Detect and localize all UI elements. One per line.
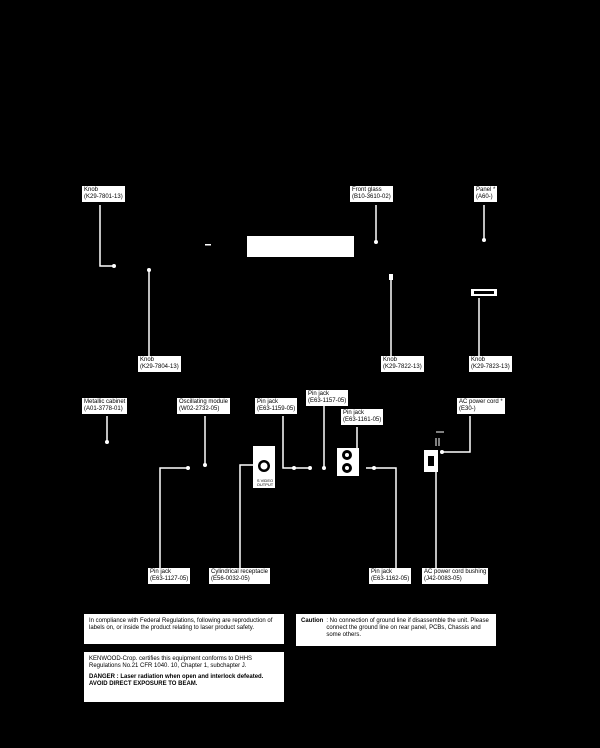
label-name: Pin jack <box>257 399 279 405</box>
label-name: AC power cord bushing <box>424 569 487 575</box>
label-cylindrical-receptacle <box>209 568 270 584</box>
avoid-exposure-warning: AVOID DIRECT EXPOSURE TO BEAM. <box>89 681 198 687</box>
label-part: (K29-7823-13) <box>471 364 510 370</box>
label-name: Knob <box>84 187 99 193</box>
caution-text: : No connection of ground line if disassemble the unit. Please connect the ground line on rear panel, PCBs, Chassis and some others. <box>326 618 489 638</box>
label-part: (E63-1161-05) <box>343 417 382 423</box>
s-video-output-label: S VIDEO OUTPUT <box>256 478 274 487</box>
label-pin-jack-1159 <box>255 398 297 414</box>
label-oscillating-module <box>177 398 230 414</box>
label-part: (K29-7801-13) <box>84 194 123 200</box>
danger-warning: DANGER : Laser radiation when open and interlock defeated. <box>89 674 264 680</box>
label-part: (A01-3778-01) <box>84 406 123 412</box>
label-knob-mid-center <box>381 356 424 372</box>
label-part: (E63-1162-05) <box>371 576 410 582</box>
label-ac-power-cord <box>457 398 505 414</box>
label-name: Pin jack <box>308 391 330 397</box>
label-name: AC power cord * <box>459 399 503 405</box>
label-name: Knob <box>471 357 486 363</box>
label-part: (B10-3610-02) <box>352 194 391 200</box>
label-part: (E56-0032-05) <box>211 576 250 582</box>
label-part: (E63-1157-05) <box>308 398 347 404</box>
label-part: (K29-7804-13) <box>140 364 179 370</box>
label-name: Cylindrical receptacle <box>211 569 269 575</box>
label-part: (A60-) <box>476 194 493 200</box>
caution-title: Caution <box>301 618 324 624</box>
label-name: Knob <box>383 357 398 363</box>
label-part: (E30-) <box>459 406 476 412</box>
label-metallic-cabinet <box>82 398 127 414</box>
label-name: Panel * <box>476 187 496 193</box>
label-part: (E63-1127-05) <box>150 576 189 582</box>
compliance-note: In compliance with Federal Regulations, following are reproduction of labels on, or inside the product relating to laser product safety. <box>84 614 284 644</box>
label-part: (K29-7822-13) <box>383 364 422 370</box>
label-knob-top-left <box>82 186 125 202</box>
label-pin-jack-1157 <box>306 390 348 406</box>
label-name: Oscillating module <box>179 399 229 405</box>
label-front-glass <box>350 186 393 202</box>
kenwood-certification: KENWOOD-Crop. certifies this equipment conforms to DHHS Regulations No.21 CFR 1040. 10, Chapter 1, subchapter J. <box>89 656 253 669</box>
label-name: Pin jack <box>343 410 365 416</box>
label-pin-jack-1127 <box>148 568 190 584</box>
caution-note <box>296 614 496 646</box>
label-ac-cord-bushing <box>422 568 488 584</box>
label-part: (W02-2732-05) <box>179 406 220 412</box>
laser-certification-note <box>84 652 284 702</box>
label-knob-mid-right <box>469 356 512 372</box>
label-name: Pin jack <box>150 569 172 575</box>
label-name: Metallic cabinet <box>84 399 126 405</box>
label-pin-jack-1161 <box>341 409 383 425</box>
label-knob-mid-left <box>138 356 181 372</box>
label-name: Front glass <box>352 187 382 193</box>
label-name: Knob <box>140 357 155 363</box>
label-name: Pin jack <box>371 569 393 575</box>
label-pin-jack-1162 <box>369 568 411 584</box>
label-panel <box>474 186 497 202</box>
label-part: (J42-0083-05) <box>424 576 462 582</box>
label-part: (E63-1159-05) <box>257 406 296 412</box>
